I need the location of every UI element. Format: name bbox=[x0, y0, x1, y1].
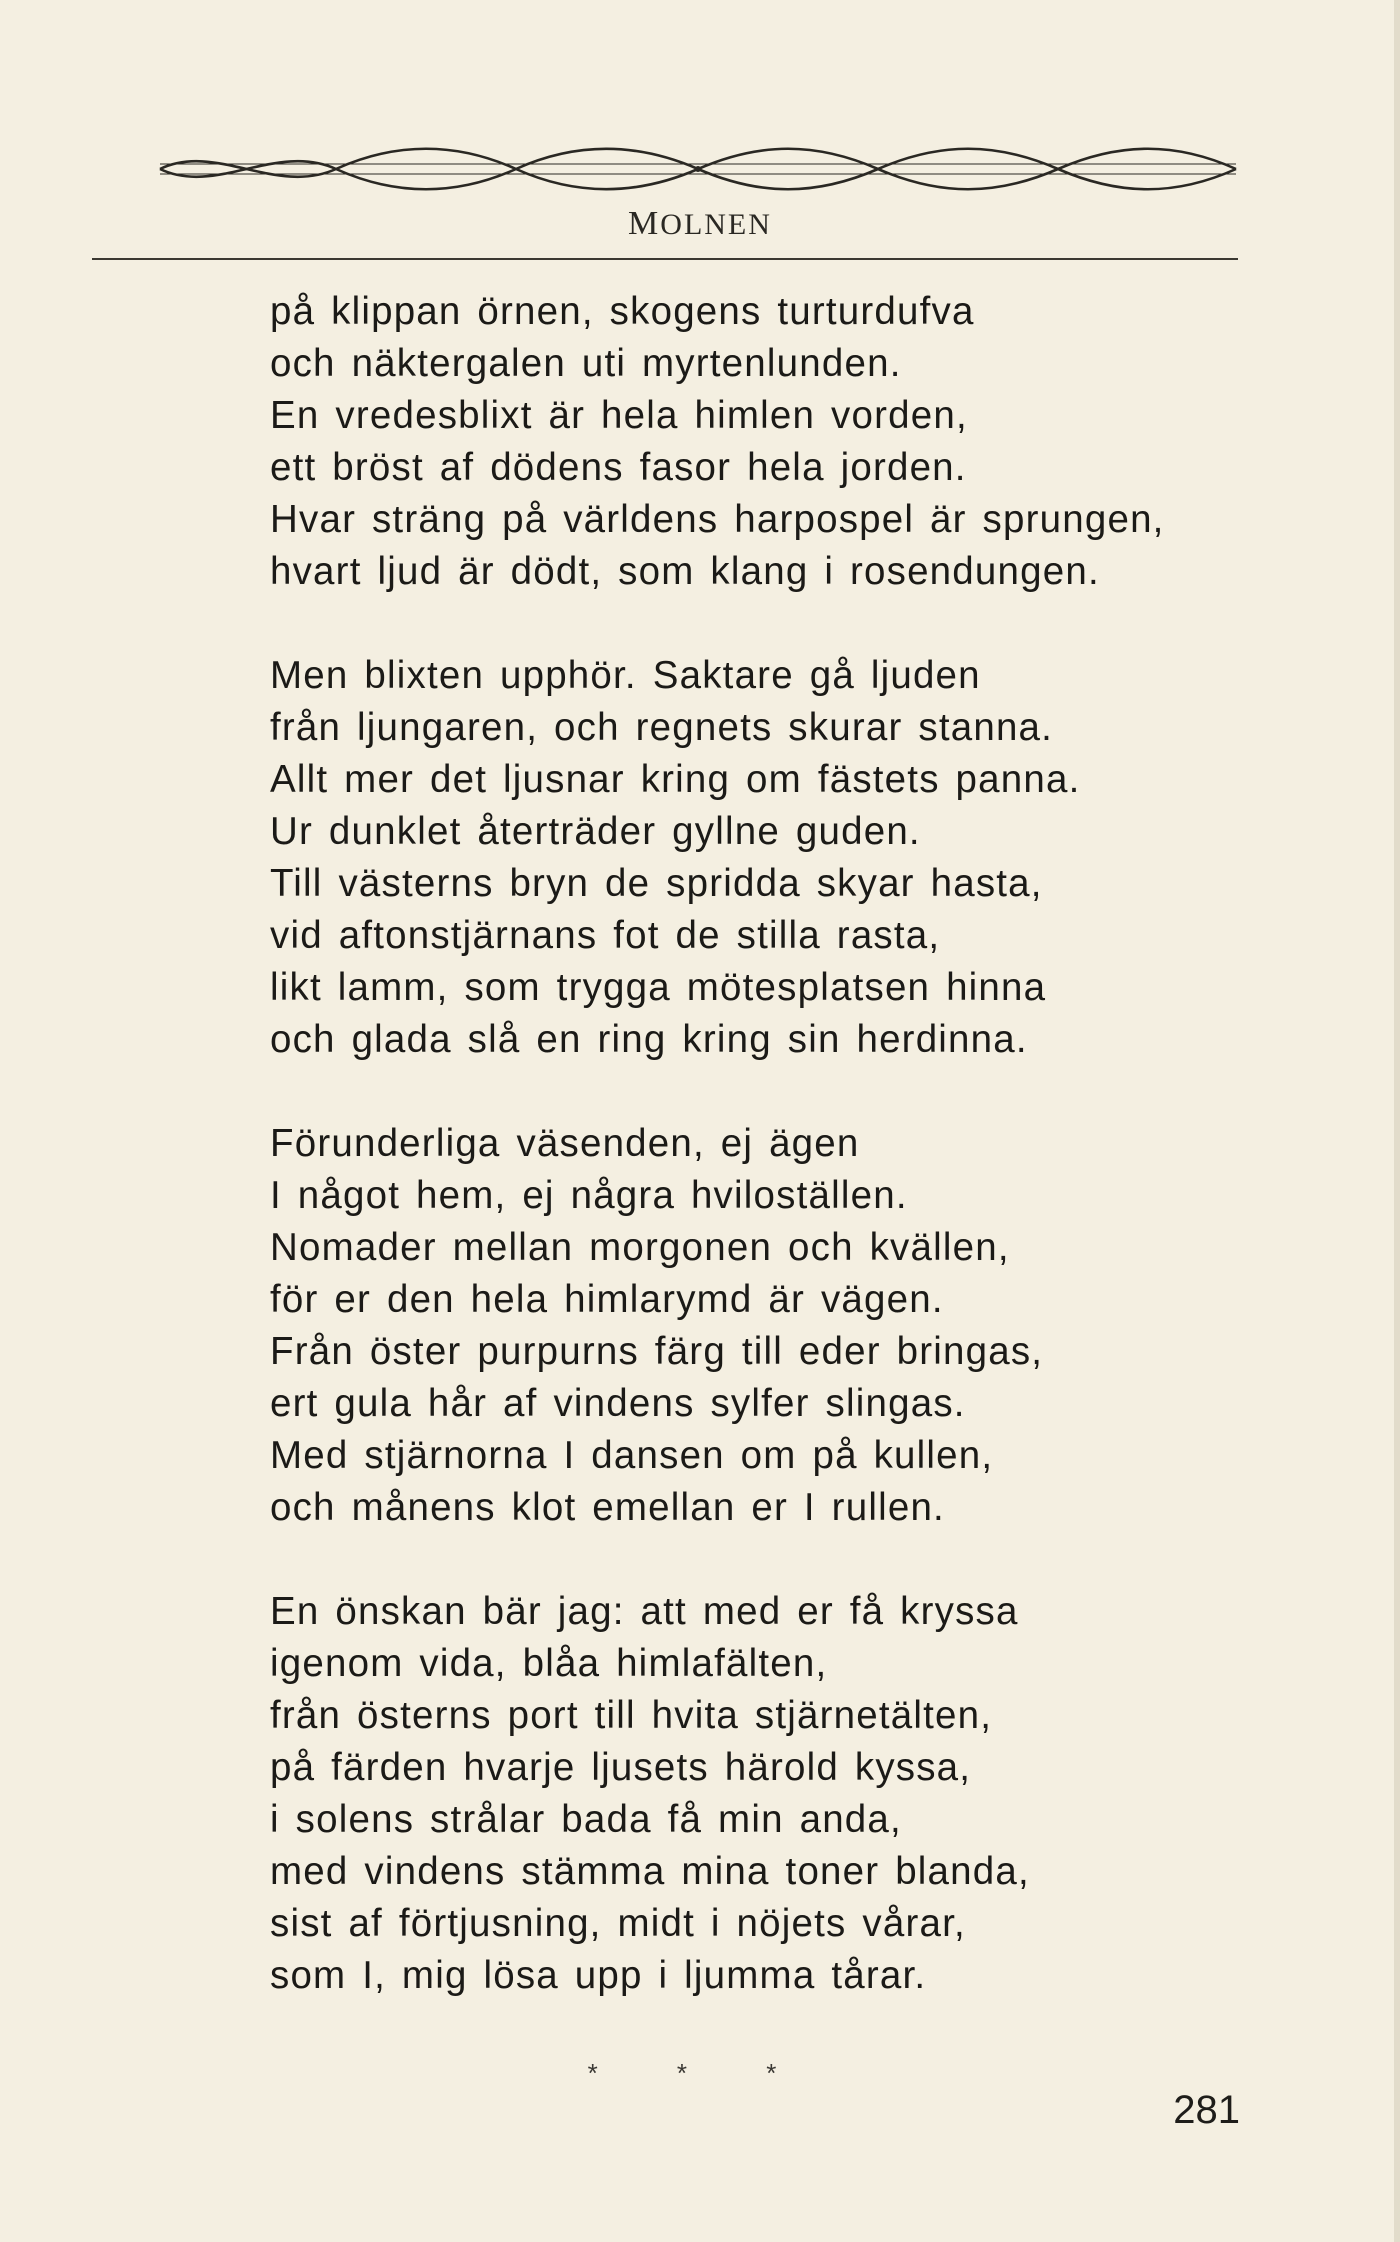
poem-line: för er den hela himlarymd är vägen. bbox=[270, 1278, 944, 1321]
poem-line: likt lamm, som trygga mötesplatsen hinna bbox=[270, 966, 1047, 1009]
poem-line: Från öster purpurns färg till eder bringas, bbox=[270, 1330, 1044, 1373]
running-head bbox=[0, 205, 1400, 243]
stanza bbox=[270, 1118, 1230, 1534]
poem-line: igenom vida, blåa himlafälten, bbox=[270, 1642, 828, 1685]
header-rule bbox=[92, 258, 1238, 260]
poem-line: och månens klot emellan er I rullen. bbox=[270, 1486, 945, 1529]
poem-line: Till västerns bryn de spridda skyar hasta, bbox=[270, 862, 1043, 905]
poem-line: i solens strålar bada få min anda, bbox=[270, 1798, 902, 1841]
poem-line: från ljungaren, och regnets skurar stanna. bbox=[270, 706, 1054, 749]
asterism-divider: * * * bbox=[587, 2058, 813, 2088]
poem-line: En vredesblixt är hela himlen vorden, bbox=[270, 394, 968, 437]
poem-line: En önskan bär jag: att med er få kryssa bbox=[270, 1590, 1019, 1633]
poem-line: Ur dunklet återträder gyllne guden. bbox=[270, 810, 921, 853]
running-head-initial: M bbox=[628, 205, 661, 242]
stanza bbox=[270, 286, 1230, 598]
poem-line: Allt mer det ljusnar kring om fästets panna. bbox=[270, 758, 1081, 801]
poem-line: hvart ljud är dödt, som klang i rosendungen. bbox=[270, 550, 1100, 593]
poem-line: sist af förtjusning, midt i nöjets vårar, bbox=[270, 1902, 966, 1945]
poem-line: Men blixten upphör. Saktare gå ljuden bbox=[270, 654, 981, 697]
poem-line: på färden hvarje ljusets härold kyssa, bbox=[270, 1746, 972, 1789]
poem-line: Nomader mellan morgonen och kvällen, bbox=[270, 1226, 1010, 1269]
running-head-rest: OLNEN bbox=[660, 208, 772, 241]
poem-line: Förunderliga väsenden, ej ägen bbox=[270, 1122, 860, 1165]
poem-line: som I, mig lösa upp i ljumma tårar. bbox=[270, 1954, 927, 1997]
decorative-border-ornament-icon bbox=[156, 146, 1240, 192]
poem-line: Med stjärnorna I dansen om på kullen, bbox=[270, 1434, 994, 1477]
stanza bbox=[270, 650, 1230, 1066]
poem-line: från österns port till hvita stjärnetälten, bbox=[270, 1694, 993, 1737]
poem-line: och näktergalen uti myrtenlunden. bbox=[270, 342, 902, 385]
poem-line: ert gula hår af vindens sylfer slingas. bbox=[270, 1382, 966, 1425]
poem-line: ett bröst af dödens fasor hela jorden. bbox=[270, 446, 967, 489]
poem-line: vid aftonstjärnans fot de stilla rasta, bbox=[270, 914, 941, 957]
poem-line: Hvar sträng på världens harpospel är sprungen, bbox=[270, 498, 1165, 541]
poem-body bbox=[270, 286, 1230, 2054]
poem-line: I något hem, ej några hviloställen. bbox=[270, 1174, 908, 1217]
poem-line: och glada slå en ring kring sin herdinna. bbox=[270, 1018, 1028, 1061]
poem-line: på klippan örnen, skogens turturdufva bbox=[270, 290, 975, 333]
page-number: 281 bbox=[1173, 2088, 1240, 2132]
stanza bbox=[270, 1586, 1230, 2002]
poem-line: med vindens stämma mina toner blanda, bbox=[270, 1850, 1030, 1893]
